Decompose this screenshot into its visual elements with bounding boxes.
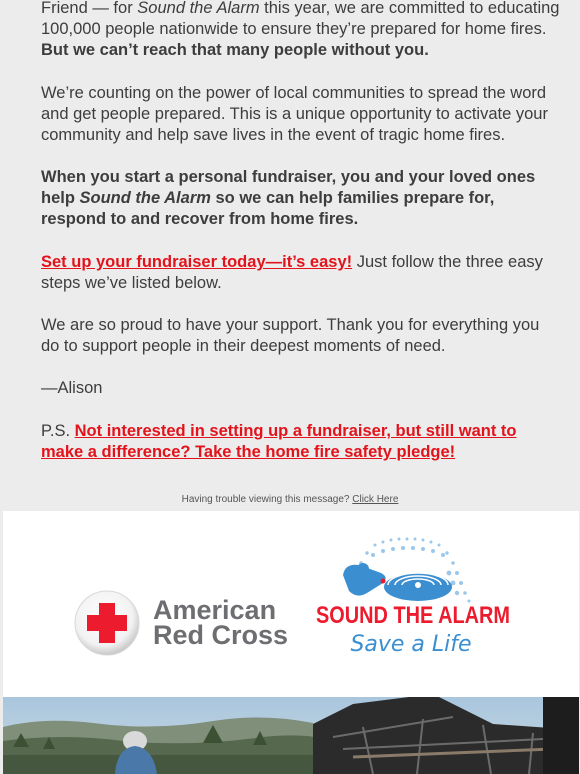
red-cross-name-line2: Red Cross xyxy=(153,620,289,650)
smoke-alarm-icon xyxy=(343,563,452,601)
trouble-viewing-bar xyxy=(0,494,580,505)
paragraph-communities: We’re counting on the power of local communities to spread the word and get people prepared. This is a unique opportunity to activate your community and help save lives in the event of tragic home fires. xyxy=(41,84,548,144)
safety-pledge-link[interactable]: Not interested in setting up a fundraiser, but still want to make a difference? Take the home fire safety pledge! xyxy=(41,422,517,461)
house-fire-photo-illustration xyxy=(3,697,579,774)
house-fire-photo xyxy=(3,697,579,774)
setup-fundraiser-link[interactable]: Set up your fundraiser today—it’s easy! xyxy=(41,253,353,271)
red-cross-name-line1: American xyxy=(153,595,277,625)
paragraph-setup xyxy=(41,252,561,294)
paragraph-ps xyxy=(41,421,561,463)
sound-the-alarm-logo xyxy=(3,511,579,697)
trouble-text: Having trouble viewing this message? xyxy=(181,494,353,505)
fundraiser-campaign-name: Sound the Alarm xyxy=(79,189,211,207)
save-a-life-tagline: Save a Life xyxy=(350,632,472,657)
paragraph-thanks: We are so proud to have your support. Thank you for everything you do to support people in their deepest moments of need. xyxy=(41,316,540,355)
fundraiser-text: When you start a personal fundraiser, you and your loved ones help xyxy=(41,168,536,207)
sound-the-alarm-title: SOUND THE ALARM xyxy=(316,602,510,629)
intro-text-continued: this year, we are committed to educating 100,000 people nationwide to ensure they’re prepared for home fires. xyxy=(41,0,560,38)
intro-campaign-name: Sound the Alarm xyxy=(137,0,260,17)
view-online-link[interactable]: Click Here xyxy=(352,494,399,505)
paragraph-fundraiser xyxy=(41,167,561,230)
paragraph-intro xyxy=(41,0,561,61)
fundraiser-text-continued: so we can help families prepare for, respond to and recover from home fires. xyxy=(41,189,495,228)
signature: —Alison xyxy=(41,379,103,397)
intro-text: Friend — for xyxy=(41,0,138,17)
setup-text: Just follow the three easy steps we’ve listed below. xyxy=(41,253,543,292)
logo-banner xyxy=(3,511,579,697)
intro-bold-statement: But we can’t reach that many people without you. xyxy=(41,41,429,59)
ps-prefix: P.S. xyxy=(41,422,75,440)
